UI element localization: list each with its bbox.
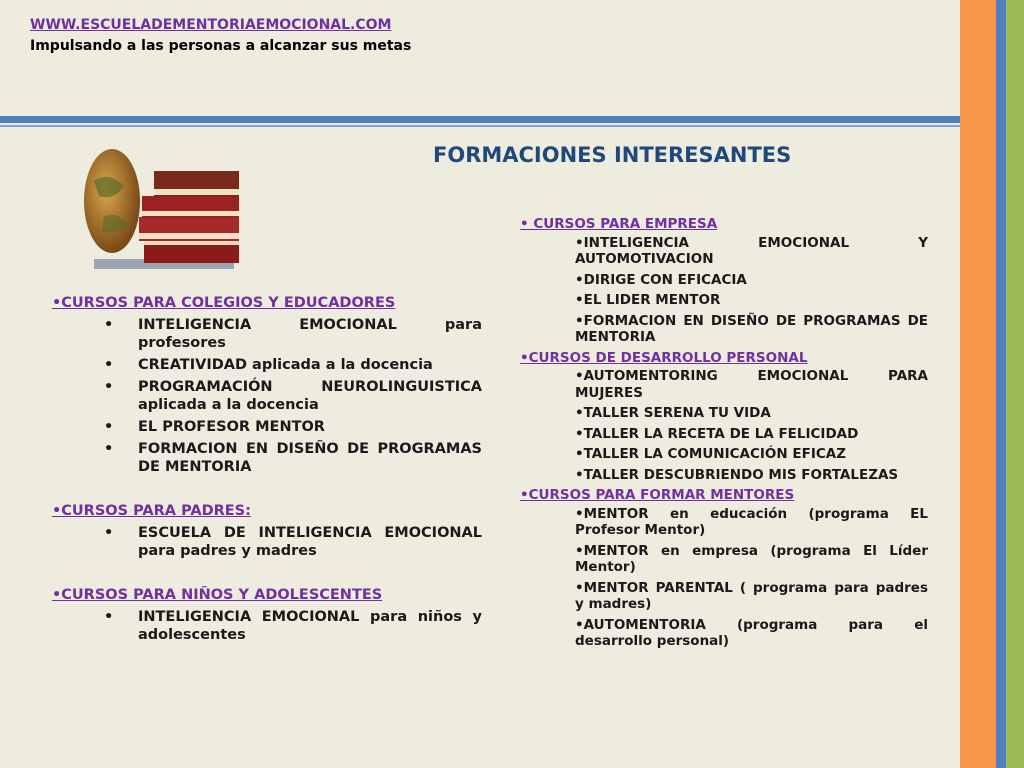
list-empresa bbox=[520, 235, 928, 346]
globe-books-icon bbox=[84, 141, 240, 281]
list-padres bbox=[52, 524, 482, 560]
section-heading-colegios[interactable]: •CURSOS PARA COLEGIOS Y EDUCADORES bbox=[52, 295, 396, 311]
list-item: • EL PROFESOR MENTOR bbox=[52, 418, 482, 436]
list-item: •TALLER LA COMUNICACIÓN EFICAZ bbox=[575, 446, 846, 462]
section-heading-empresa[interactable]: • CURSOS PARA EMPRESA bbox=[520, 216, 718, 232]
list-item: •AUTOMENTORING EMOCIONAL PARA MUJERES bbox=[575, 368, 928, 401]
list-item: •EL LIDER MENTOR bbox=[575, 292, 721, 308]
list-item: •MENTOR en educación (programa EL Profesor Mentor) bbox=[575, 505, 928, 538]
list-item: •AUTOMENTORIA (programa para el desarrollo personal) bbox=[575, 616, 928, 649]
section-heading-padres[interactable]: •CURSOS PARA PADRES: bbox=[52, 503, 251, 519]
side-stripe-orange bbox=[960, 0, 996, 768]
side-stripe-blue bbox=[996, 0, 1006, 768]
list-ninos bbox=[52, 608, 482, 644]
list-item: •MENTOR PARENTAL ( programa para padres y madres) bbox=[575, 579, 928, 612]
section-heading-desarrollo[interactable]: •CURSOS DE DESARROLLO PERSONAL bbox=[520, 349, 808, 366]
list-item: • ESCUELA DE INTELIGENCIA EMOCIONAL para padres y madres bbox=[52, 524, 482, 560]
list-item: • INTELIGENCIA EMOCIONAL para profesores bbox=[52, 316, 482, 352]
header-subtitle: Impulsando a las personas a alcanzar sus metas bbox=[30, 38, 412, 54]
list-colegios bbox=[52, 316, 482, 476]
left-column bbox=[52, 294, 482, 648]
list-item: •TALLER DESCUBRIENDO MIS FORTALEZAS bbox=[575, 466, 899, 483]
list-item: •INTELIGENCIA EMOCIONAL Y AUTOMOTIVACION bbox=[575, 234, 928, 267]
list-item: •TALLER SERENA TU VIDA bbox=[575, 405, 771, 421]
section-heading-mentores[interactable]: •CURSOS PARA FORMAR MENTORES bbox=[520, 487, 795, 503]
header-divider bbox=[0, 116, 960, 123]
list-desarrollo bbox=[520, 368, 928, 483]
list-item: • PROGRAMACIÓN NEUROLINGUISTICA aplicada a la docencia bbox=[52, 378, 482, 414]
list-item: •TALLER LA RECETA DE LA FELICIDAD bbox=[575, 425, 859, 442]
right-column bbox=[520, 216, 928, 654]
page-title: FORMACIONES INTERESANTES bbox=[433, 143, 792, 167]
list-item: •FORMACION EN DISEÑO DE PROGRAMAS DE MENTORIA bbox=[575, 312, 928, 345]
list-mentores bbox=[520, 506, 928, 650]
list-item: •MENTOR en empresa (programa El Líder Mentor) bbox=[575, 542, 928, 575]
section-heading-ninos[interactable]: •CURSOS PARA NIÑOS Y ADOLESCENTES bbox=[52, 587, 383, 603]
list-item: • CREATIVIDAD aplicada a la docencia bbox=[52, 356, 482, 374]
side-stripe-green bbox=[1006, 0, 1024, 768]
header-divider-thin bbox=[0, 125, 960, 127]
list-item: •DIRIGE CON EFICACIA bbox=[575, 271, 747, 288]
list-item: • FORMACION EN DISEÑO DE PROGRAMAS DE MENTORIA bbox=[52, 440, 482, 476]
website-link[interactable]: WWW.ESCUELADEMENTORIAEMOCIONAL.COM bbox=[30, 17, 392, 33]
list-item: • INTELIGENCIA EMOCIONAL para niños y adolescentes bbox=[52, 608, 482, 644]
